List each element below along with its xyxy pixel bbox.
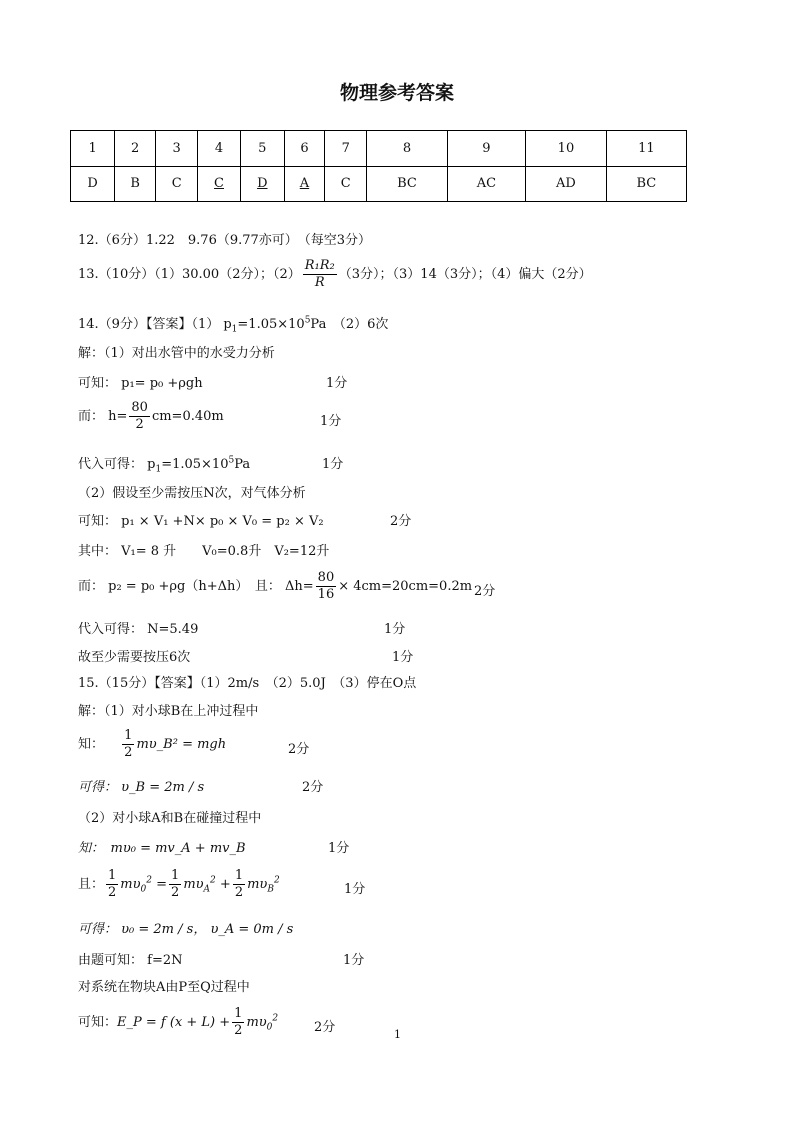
score: 1分 (328, 841, 350, 856)
table-answer-row (71, 166, 687, 202)
table-cell: 11 (606, 131, 686, 167)
q13-fraction: $\frac{\text{R₁R₂}}{R}$ (304, 258, 335, 290)
table-cell: A (284, 166, 324, 202)
score: 1分 (392, 650, 414, 665)
table-cell: C (325, 166, 367, 202)
q14-line-6: 可知： p₁ × V₁ +N× p₀ × V₀ = p₂ × V₂ (78, 514, 324, 529)
score: 2分 (390, 514, 412, 529)
q15-line-9: 对系统在物块A由P至Q过程中 (78, 980, 250, 995)
q14-line-1: 解：（1）对出水管中的水受力分析 (78, 346, 275, 361)
table-header-row (71, 131, 687, 167)
fraction: $\frac{80}{16}$ (317, 570, 335, 602)
table-cell: 2 (115, 131, 156, 167)
q15-head: 15.（15分）【答案】（1）2m/s （2）5.0J （3）停在O点 (78, 676, 417, 691)
table-cell: 9 (447, 131, 526, 167)
q14-line-4: 代入可得： $p_1=1.05\times 10^5Pa$ (78, 455, 251, 475)
table-cell: BC (606, 166, 686, 202)
q13-line (78, 258, 592, 291)
score: 1分 (384, 622, 406, 637)
q15-line-10: 可知：E_P = f (x + L) + $\frac{1}{2}$ $m\upsilon_0^2$ (78, 1006, 279, 1038)
table-cell: D (240, 166, 284, 202)
q15-line-5: 知： mυ₀ = mv_A + mv_B (78, 841, 246, 856)
table-cell: 4 (198, 131, 240, 167)
fraction: $\frac{80}{2}$ (131, 400, 148, 432)
table-cell: B (115, 166, 156, 202)
q12-line: 12.（6分）1.22 9.76（9.77亦可） （每空3分） (78, 233, 372, 248)
table-cell: AD (526, 166, 606, 202)
page-number: 1 (394, 1028, 401, 1041)
score: 1分 (326, 376, 348, 391)
q14-line-9: 代入可得： N=5.49 (78, 622, 199, 637)
page-title: 物理参考答案 (339, 82, 454, 104)
score: 2分 (302, 780, 324, 795)
q14-line-10: 故至少需要按压6次 (78, 650, 191, 665)
table-cell: C (198, 166, 240, 202)
q14-line-5: （2）假设至少需按压N次，对气体分析 (78, 486, 306, 501)
q13-suffix: （3分）；（3）14（3分）；（4）偏大（2分） (338, 267, 592, 282)
q15-line-3: 可得： υ_B = 2m / s (78, 780, 205, 795)
q14-head: 14.（9分）【答案】（1） $p_1=1.05\times 10^5Pa$ （2）6次 (78, 315, 389, 335)
q14-line-3: 而： h= $\frac{80}{2}$ cm=0.40m (78, 400, 224, 432)
score: 2分 (288, 742, 310, 757)
fraction: $\frac{1}{2}$ (124, 728, 133, 760)
table-cell: 10 (526, 131, 606, 167)
table-cell: 8 (367, 131, 447, 167)
q15-line-6: 且： $\frac{1}{2}$ $m\upsilon_0^2$ = $\frac{1}{2}$ $m\upsilon_A^2$ + $\frac{1}{2}$ $m\upsilon_B^2$ (78, 868, 280, 900)
table-cell: AC (447, 166, 526, 202)
q15-line-8: 由题可知： f=2N (78, 953, 183, 968)
q14-line-2: 可知： p₁= p₀ +ρgh (78, 376, 203, 391)
table-cell: D (71, 166, 115, 202)
table-cell: 5 (240, 131, 284, 167)
table-cell: 3 (156, 131, 198, 167)
table-cell: 6 (284, 131, 324, 167)
answer-table (70, 130, 687, 202)
score: 1分 (320, 414, 342, 429)
table-cell: 1 (71, 131, 115, 167)
score: 2分 (314, 1020, 336, 1035)
q15-line-7: 可得： υ₀ = 2m / s， υ_A = 0m / s (78, 922, 294, 937)
score: 2分 (474, 584, 496, 599)
q15-line-4: （2）对小球A和B在碰撞过程中 (78, 811, 262, 826)
q14-line-8: 而： p₂ = p₀ +ρg（h+Δh） 且： Δh= $\frac{80}{16}$ × 4cm=20cm=0.2m (78, 570, 473, 602)
q15-line-1: 解：（1）对小球B在上冲过程中 (78, 704, 259, 719)
q13-prefix: 13.（10分）（1）30.00（2分）；（2） (78, 267, 301, 282)
score: 1分 (343, 953, 365, 968)
table-cell: C (156, 166, 198, 202)
table-cell: 7 (325, 131, 367, 167)
table-cell: BC (367, 166, 447, 202)
score: 1分 (322, 457, 344, 472)
q15-line-2: 知： $\frac{1}{2}$ mυ_B² = mgh (78, 728, 227, 760)
q14-line-7: 其中： V₁= 8 升 V₀=0.8升 V₂=12升 (78, 544, 330, 559)
score: 1分 (344, 882, 366, 897)
